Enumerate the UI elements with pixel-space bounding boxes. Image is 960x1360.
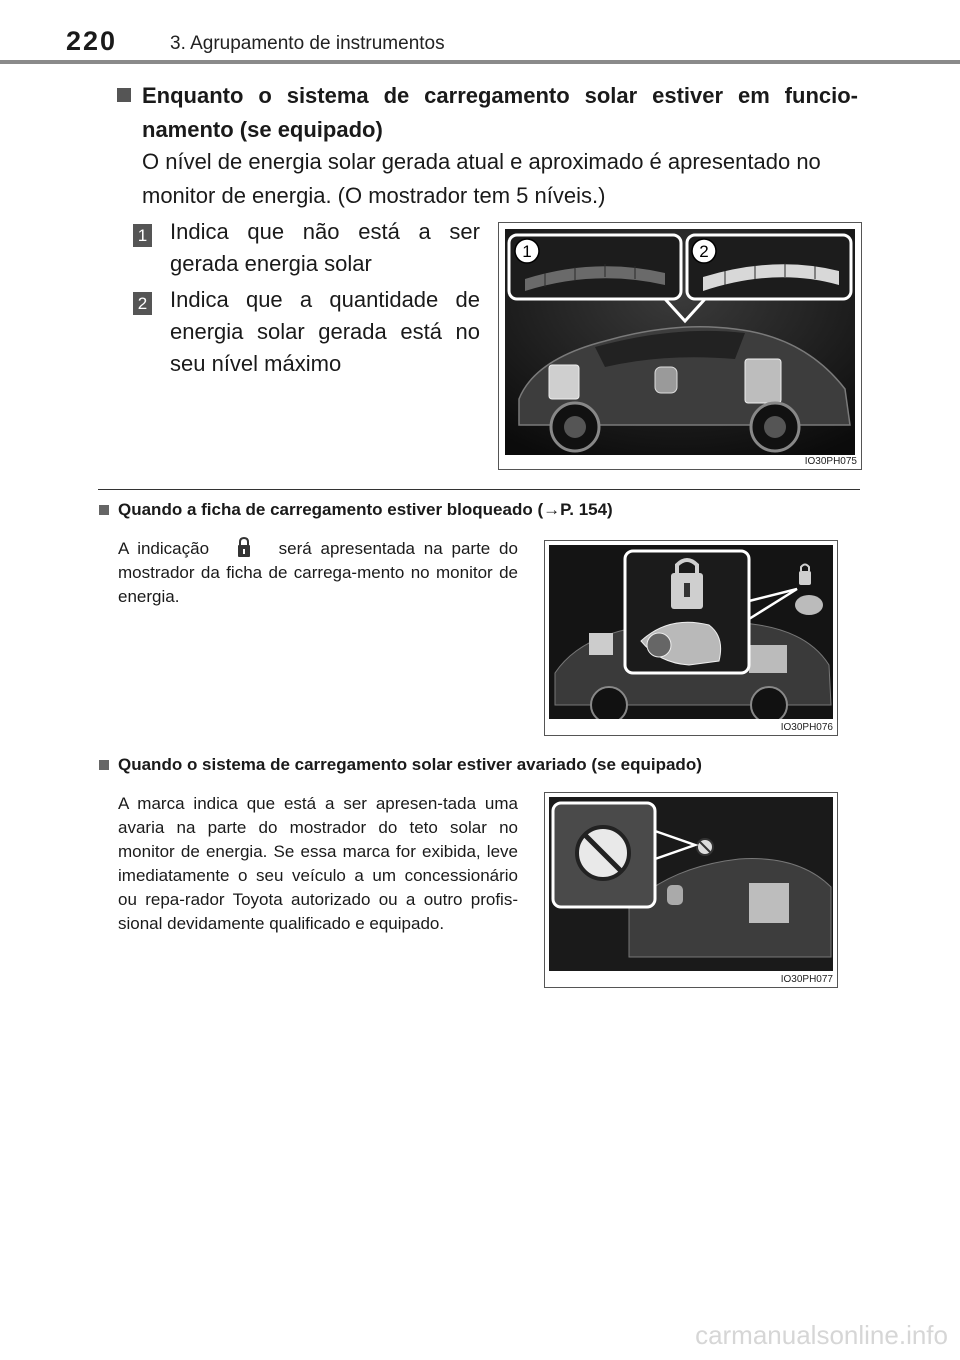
- section-title: Enquanto o sistema de carregamento solar estiver em funcio-namento (se equipado): [142, 83, 858, 142]
- text-before-icon: A indicação: [118, 539, 210, 558]
- text-after-icon: será apresentada na parte do mostrador da ficha de carrega-mento no monitor de energia.: [118, 539, 518, 606]
- figure-image: [505, 229, 855, 455]
- svg-text:1: 1: [522, 242, 532, 261]
- page-number: 220: [66, 26, 118, 56]
- solar-energy-illustration: [505, 229, 855, 455]
- svg-text:2: 2: [699, 242, 709, 261]
- chapter-title: 3. Agrupamento de instrumentos: [170, 33, 445, 54]
- item-text: Indica que a quantidade de energia solar gerada está no seu nível máximo: [170, 287, 480, 376]
- section-marker-icon: [99, 760, 109, 770]
- item-number-badge: 1: [133, 224, 152, 247]
- section-marker-icon: [99, 505, 109, 515]
- section-marker-icon: [117, 88, 131, 102]
- section-paragraph: A marca indica que está a ser apresen-tada uma avaria na parte do mostrador do teto solar no monitor de energia. Se essa marca for exibida, leve imediatamente o seu veículo a um concessionário ou repa-rador Toyota autorizado ou a outro profis-sional devidamente qualificado e equipado.: [118, 794, 518, 933]
- figure-id: IO30PH075: [804, 456, 857, 467]
- section-body: O nível de energia solar gerada atual e aproximado é apresentado no monitor de energia. (O mostrador tem 5 níveis.): [142, 149, 821, 208]
- figure-charging-plug-locked: [544, 540, 838, 736]
- item-text: Indica que não está a ser gerada energia solar: [170, 219, 480, 276]
- header-rule: [0, 60, 960, 64]
- figure-solar-malfunction: [544, 792, 838, 988]
- figure-image: [549, 797, 833, 971]
- watermark: carmanualsonline.info: [695, 1320, 948, 1350]
- item-number-badge: 2: [133, 292, 152, 315]
- solar-malfunction-illustration: [549, 797, 833, 971]
- figure-image: [549, 545, 833, 719]
- charging-plug-illustration: [549, 545, 833, 719]
- section-paragraph: [118, 536, 518, 609]
- figure-id: IO30PH076: [780, 722, 833, 733]
- figure-id: IO30PH077: [780, 974, 833, 985]
- section-title: Quando o sistema de carregamento solar estiver avariado (se equipado): [118, 755, 702, 774]
- padlock-icon: [236, 536, 252, 558]
- figure-energy-monitor-solar: [498, 222, 862, 470]
- section-divider: [98, 489, 860, 490]
- section-title: Quando a ficha de carregamento estiver bloqueado (→P. 154): [118, 500, 613, 519]
